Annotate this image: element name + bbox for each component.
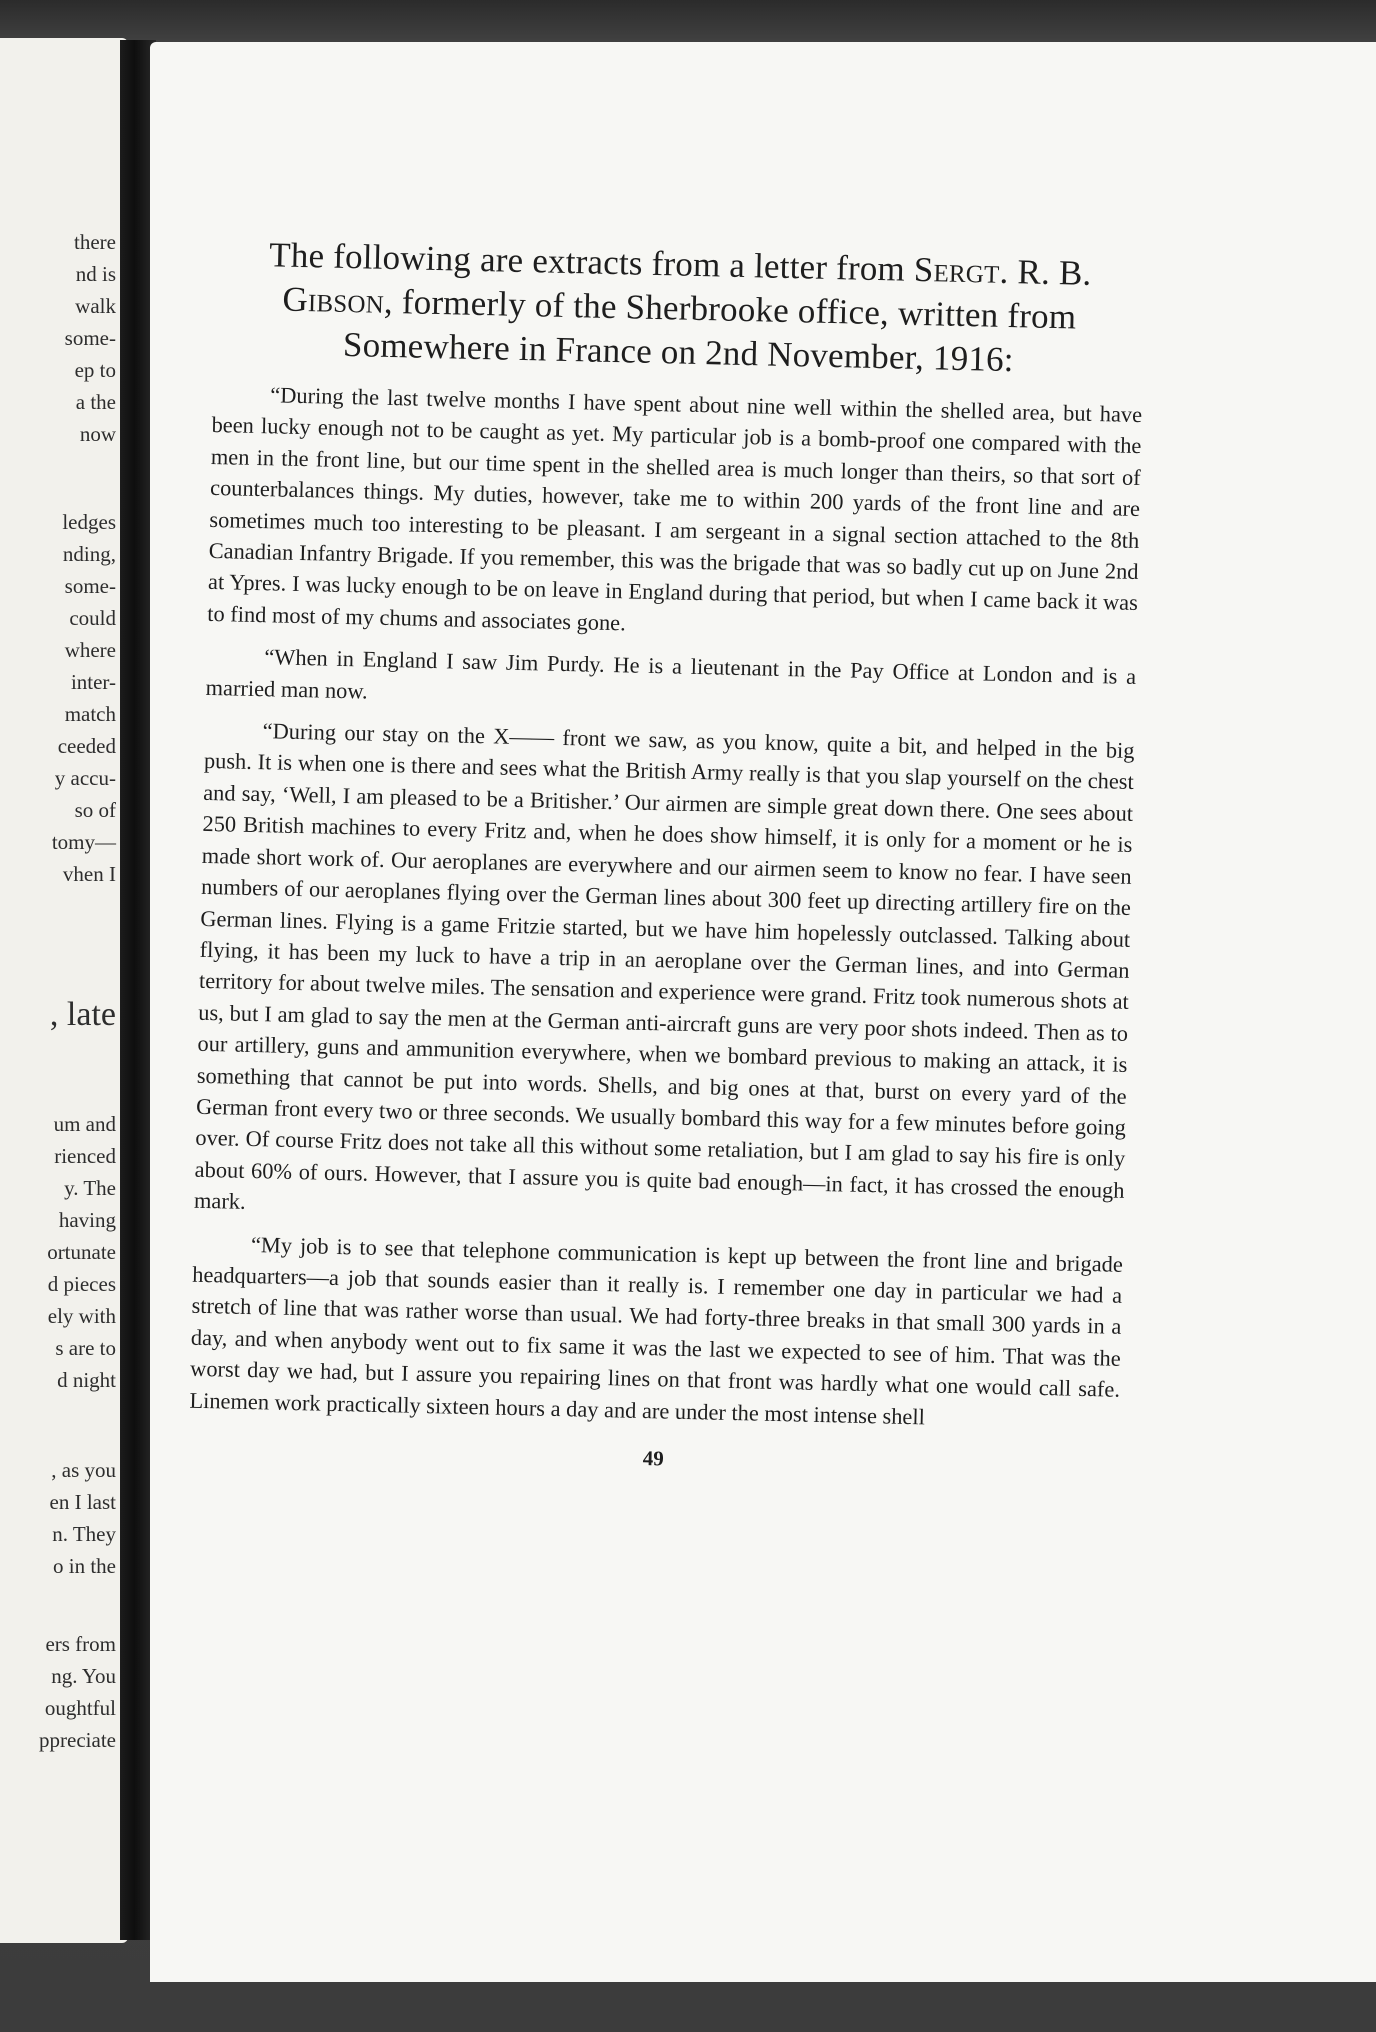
- letter-paragraph: “During the last twelve months I have spent about nine well within the shelled area, but have been lucky enough not to be caught as yet. My particular job is a bomb-proof one compared with the men in the front line, but our time spent in the shelled area is much longer than theirs, so that sort of counterbalances things. My duties, however, take me to within 200 yards of the front line and are sometimes much too interesting to be pleasant. I am sergeant in a signal section attached to the 8th Canadian Infantry Brigade. If you remember, this was the brigade that was so badly cut up on June 2nd at Ypres. I was lucky enough to be on leave in England during that period, but when I came back it was to find most of my chums and associates gone.: [207, 382, 1143, 636]
- left-page-line: s are to: [55, 1336, 116, 1360]
- left-page-line: um and: [53, 1112, 116, 1136]
- left-page-line: walk: [75, 294, 116, 318]
- left-page-line: so of: [74, 798, 116, 822]
- left-page-line: some-: [64, 574, 116, 598]
- left-page-line: n. They: [52, 1522, 116, 1546]
- left-page-line: there: [74, 230, 116, 254]
- left-page-line: ers from: [45, 1632, 116, 1656]
- left-page-heading-fragment: , late: [49, 996, 116, 1033]
- left-page-line: o in the: [53, 1554, 116, 1578]
- left-page-line: ceeded: [57, 734, 116, 758]
- letter-paragraph: “During our stay on the X—— front we saw, as you know, quite a bit, and helped in the big push. It is when one is there and sees what the British Army really is that you slap yourself on the chest and say, ‘Well, I am pleased to be a Britisher.’ Our airmen are simple great down there. One sees about 250 British machines to every Fritz and, when he does show himself, it is only for a moment or he is made short work of. Our aeroplanes are everywhere and our airmen seem to know no fear. I have seen numbers of our aeroplanes flying over the German lines about 300 feet up directing artillery fire on the German lines. Flying is a game Fritzie started, but we have him hopelessly outclassed. Talking about flying, it has been my luck to have a trip in an aeroplane over the German lines, and into German territory for about twelve miles. The sensation and experience were grand. Fritz took numerous shots at us, but I am glad to say the men at the German anti-aircraft guns are very poor shots indeed. Then as to our artillery, guns and ammunition everywhere, when we bombard previous to making an attack, it is something that cannot be put into words. Shells, and big ones at that, burst on every yard of the German front every two or three seconds. We usually bombard this way for a few minutes before going over. Of course Fritz does not take all this without some retaliation, but I am glad to say his fire is only about 60% of ours. However, that I assure you is quite bad enough—in fact, it has crossed the enough mark.: [193, 718, 1135, 1215]
- left-page-line: inter-: [70, 670, 116, 694]
- heading-suffix: , formerly of the Sherbrooke office, written from Somewhere in France on 2nd November, 1916:: [342, 281, 1077, 380]
- left-page-line: ortunate: [47, 1240, 116, 1264]
- heading-name: Gibson: [282, 279, 385, 321]
- heading-prefix: The following are extracts from a letter from: [268, 235, 915, 289]
- left-page-line: ppreciate: [39, 1728, 116, 1752]
- right-page: [150, 42, 1376, 1982]
- left-page: [0, 38, 128, 1943]
- left-page-line: ep to: [74, 358, 116, 382]
- letter-paragraph: “When in England I saw Jim Purdy. He is a lieutenant in the Pay Office at London and is a married man now.: [205, 644, 1137, 704]
- left-page-line: vhen I: [62, 862, 116, 886]
- left-page-line: en I last: [49, 1490, 116, 1514]
- left-page-line: could: [69, 606, 116, 630]
- heading-rank: Sergt.: [913, 249, 1010, 291]
- left-page-line: y accu-: [54, 766, 116, 790]
- left-page-line: ledges: [62, 510, 116, 534]
- left-page-line: now: [79, 422, 116, 446]
- left-page-line: nd is: [75, 262, 116, 286]
- heading-initials: R. B.: [1008, 251, 1092, 293]
- page-content: [188, 232, 1146, 1482]
- left-page-line: , as you: [51, 1458, 116, 1482]
- left-page-line: y. The: [64, 1176, 116, 1200]
- left-page-line: ng. You: [51, 1664, 116, 1688]
- left-page-line: having: [58, 1208, 116, 1232]
- left-page-line: d pieces: [47, 1272, 116, 1296]
- left-page-line: nding,: [62, 542, 116, 566]
- left-page-line: where: [64, 638, 116, 662]
- left-page-line: match: [64, 702, 116, 726]
- left-page-line: d night: [57, 1368, 116, 1392]
- letter-paragraph: “My job is to see that telephone communication is kept up between the front line and brigade headquarters—a job that sounds easier than it really is. I remember one day in particular we had a stretch of line that was rather worse than usual. We had forty-three breaks in that small 300 yards in a day, and when anybody went out to fix same it was the last we expected to see of him. That was the worst day we had, but I assure you repairing lines on that front was hardly what one would call safe. Linemen work practically sixteen hours a day and are under the most intense shell: [189, 1231, 1124, 1429]
- left-page-line: tomy—: [51, 830, 116, 854]
- left-page-line: rienced: [54, 1144, 116, 1168]
- left-page-line: oughtful: [44, 1696, 116, 1720]
- left-page-line: a the: [75, 390, 116, 414]
- left-page-line: some-: [64, 326, 116, 350]
- article-heading: [213, 232, 1146, 385]
- page-number: 49: [642, 1446, 665, 1471]
- left-page-line: ely with: [47, 1304, 116, 1328]
